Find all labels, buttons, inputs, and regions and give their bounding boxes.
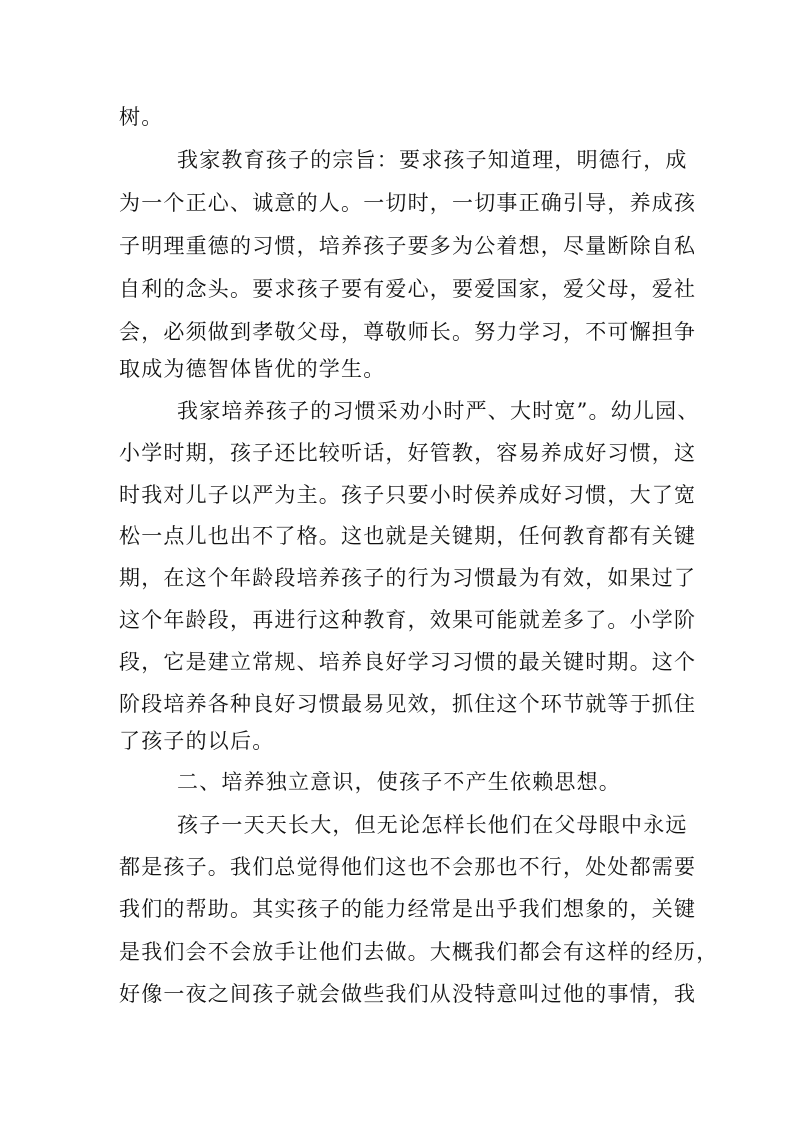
text-line: 我们的帮助。其实孩子的能力经常是出乎我们想象的，关键 (119, 897, 697, 921)
section-heading: 二、培养独立意识，使孩子不产生依赖思想。 (177, 770, 621, 794)
text-line: 好像一夜之间孩子就会做些我们从没特意叫过他的事情，我 (119, 982, 697, 1006)
paragraph-start-line: 孩子一天天长大，但无论怎样长他们在父母眼中永远 (177, 813, 688, 837)
text-line: 松一点儿也出不了格。这也就是关键期，任何教育都有关键 (119, 524, 697, 548)
text-line: 阶段培养各种良好习惯最易见效，抓住这个环节就等于抓住 (119, 692, 697, 716)
paragraph-start-line: 我家培养孩子的习惯采劝小时严、大时宽”。幼儿园、 (177, 399, 700, 423)
text-line: 子明理重德的习惯，培养孩子要多为公着想，尽量断除自私 (119, 234, 697, 258)
text-line: 会，必须做到孝敬父母，尊敬师长。努力学习，不可懈担争 (119, 320, 697, 344)
text-line: 自利的念头。要求孩子要有爱心，要爱国家，爱父母，爱社 (119, 277, 697, 301)
text-line: 小学时期，孩子还比较听话，好管教，容易养成好习惯，这 (119, 441, 697, 465)
text-line: 段，它是建立常规、培养良好学习习惯的最关键时期。这个 (119, 650, 697, 674)
text-line: 这个年龄段，再进行这种教育，效果可能就差多了。小学阶 (119, 608, 697, 632)
text-line: 都是孩子。我们总觉得他们这也不会那也不行，处处都需要 (119, 855, 697, 879)
text-line: 时我对儿子以严为主。孩子只要小时侯养成好习惯，大了宽 (119, 483, 697, 507)
text-line: 期，在这个年龄段培养孩子的行为习惯最为有效，如果过了 (119, 566, 697, 590)
text-line: 了孩子的以后。 (119, 729, 275, 753)
text-line: 是我们会不会放手让他们去做。大概我们都会有这样的经历， (119, 940, 719, 964)
text-line: 为一个正心、诚意的人。一切时，一切事正确引导，养成孩 (119, 191, 697, 215)
text-line: 取成为德智体皆优的学生。 (119, 357, 386, 381)
paragraph-start-line: 我家教育孩子的宗旨：要求孩子知道理，明德行，成 (177, 148, 688, 172)
text-line: 树。 (119, 105, 164, 129)
